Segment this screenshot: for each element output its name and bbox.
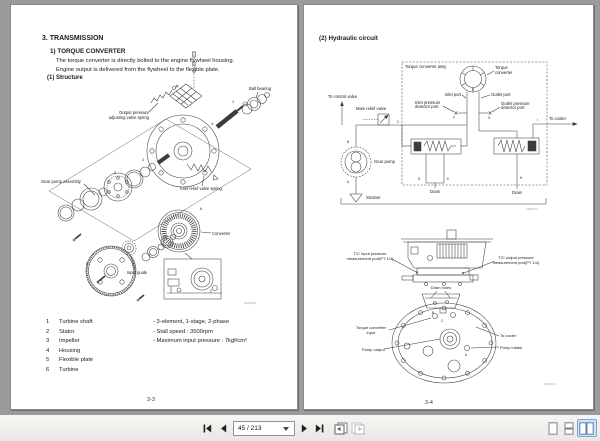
inlet-relief-label: Inlet relief valve spring — [180, 186, 222, 191]
part-num: 6 — [46, 367, 50, 373]
torque-converter-exploded-diagram — [11, 43, 301, 309]
two-page-view-icon — [579, 422, 594, 435]
letter-h: H — [520, 176, 523, 180]
gear-pump-label: Gear pump — [374, 159, 395, 164]
circuit — [328, 62, 577, 211]
outlet-port-label: Outlet port — [491, 92, 511, 97]
input-guide-label: Input guide — [126, 270, 148, 275]
svg-text:6: 6 — [200, 207, 203, 211]
page-indicator-combobox[interactable] — [233, 421, 295, 436]
letter-g: G — [488, 116, 491, 120]
single-page-view-icon — [548, 422, 558, 435]
letter-i: I — [537, 118, 538, 122]
svg-text:1: 1 — [232, 100, 235, 104]
letter-e: E — [447, 177, 450, 181]
torque-converter-label: Torque — [495, 65, 508, 70]
last-page-button[interactable] — [314, 421, 328, 436]
structure-heading: (1) Structure — [47, 75, 83, 81]
to-control-valve-label: To control valve — [328, 94, 358, 99]
part-name: Turbine — [59, 367, 79, 373]
figure-code: L9Q2TC4 — [544, 382, 557, 386]
spec-line: - Stall speed : 3500rpm — [153, 329, 213, 335]
part-name: Housing — [59, 348, 81, 354]
previous-page-button[interactable] — [218, 421, 232, 436]
next-view-button[interactable] — [351, 421, 367, 436]
page-right — [303, 4, 594, 410]
part-num: 5 — [46, 357, 50, 363]
strainer-label: Strainer — [366, 195, 381, 200]
part-num: 2 — [46, 329, 50, 335]
svg-text:4: 4 — [211, 122, 214, 126]
tc-input-port-label: measurement port(PT 1/4) — [346, 256, 394, 261]
pump-output-label: Pump output — [362, 347, 385, 352]
outlet-regulator-valve — [494, 123, 577, 190]
drain-holes-label: Drain holes — [430, 285, 452, 290]
body-line: The torque converter is directly bolted to the engine flywheel housing. — [56, 58, 235, 64]
bottom-toolbar — [0, 414, 600, 441]
tc-input-port-label: T/C input pressure — [353, 251, 387, 256]
next-page-button[interactable] — [299, 421, 313, 436]
letter-c: C — [397, 120, 400, 124]
letter-a: A — [346, 180, 349, 184]
chevron-down-icon[interactable] — [283, 427, 289, 431]
part-name: Stator — [59, 329, 75, 335]
svg-text:3: 3 — [114, 171, 117, 175]
page-number-input[interactable] — [234, 423, 282, 435]
figure-code: L9Q2TC1 — [526, 207, 539, 211]
two-page-view-button[interactable] — [579, 421, 595, 436]
gear-pump-assembly-label: Gear pump assembly — [41, 179, 81, 184]
continuous-view-button[interactable] — [564, 421, 577, 436]
tc-assy-label: Torque converter assy — [405, 64, 447, 69]
to-cooler-label: To cooler — [500, 333, 517, 338]
tc-output-port-label: T/C output pressure — [498, 255, 534, 260]
previous-page-icon — [218, 423, 229, 434]
page-number: 3-3 — [147, 397, 155, 403]
torque-converter-label: converter — [495, 70, 513, 75]
body-line: Engine output is delivered from the flywheel to the flexible plate. — [56, 66, 220, 73]
ball-bearing-parts — [242, 92, 270, 114]
converter-label: Converter — [212, 231, 231, 236]
gear-pump-symbol — [341, 125, 371, 194]
outlet-detector-label: detector port — [501, 105, 525, 110]
part-name: Flexible plate — [59, 357, 94, 363]
spec-line: - 3-element, 1-stage, 2-phase — [153, 319, 230, 325]
pump-intake-label: Pump intake — [500, 345, 523, 350]
outlet-detector-label: Outlet pressure — [501, 101, 530, 106]
letter-b: B — [432, 311, 435, 315]
page-left — [10, 4, 298, 410]
input-guide-part — [122, 241, 136, 270]
inlet-port-label: Inlet port — [444, 92, 461, 97]
transmission-side-view — [347, 230, 541, 308]
part-name: Impeller — [59, 338, 80, 344]
first-page-icon — [202, 423, 213, 434]
last-page-icon — [314, 423, 325, 434]
figure-code: L9Q2TC3 — [244, 301, 257, 305]
spacer-rings — [142, 235, 176, 262]
previous-view-button[interactable] — [334, 421, 350, 436]
previous-view-icon — [334, 422, 348, 435]
part-num: 1 — [46, 319, 50, 325]
drain-label: Drain — [511, 190, 523, 195]
spec-line: - Maximum input pressure : 7kgf/cm² — [153, 338, 248, 344]
letter-a: A — [465, 353, 468, 357]
letter-s: S — [471, 87, 474, 92]
gear-pump-assembly-parts — [58, 155, 169, 221]
main-relief-valve-label: Main relief valve — [356, 106, 387, 111]
turbine-shaft-part — [217, 102, 247, 127]
bolts — [73, 121, 226, 301]
letter-d: D — [418, 177, 421, 181]
bell-housing — [147, 115, 219, 187]
output-pressure-label: adjusting valve spring — [108, 115, 149, 120]
housing-face-view — [356, 303, 557, 386]
page-number: 3-4 — [425, 400, 433, 406]
next-view-icon — [351, 422, 365, 435]
tc-output-port-label: measurement port(PT 1/4) — [492, 260, 540, 265]
part-name: Turbine shaft — [59, 319, 93, 325]
first-page-button[interactable] — [202, 421, 216, 436]
section-title: 3. TRANSMISSION — [42, 35, 104, 42]
bolt-parts — [193, 51, 196, 89]
letter-b: B — [346, 140, 349, 144]
drain-label: Drain — [429, 189, 441, 194]
next-page-icon — [299, 423, 310, 434]
gear-pump-inset — [164, 253, 222, 299]
main-relief-valve-symbol — [362, 114, 389, 125]
svg-text:5: 5 — [86, 262, 89, 266]
continuous-view-icon — [564, 422, 574, 435]
single-page-view-button[interactable] — [548, 421, 561, 436]
section-title: (2) Hydraulic circuit — [319, 35, 378, 42]
part-num: 4 — [46, 348, 50, 354]
tc-input-label: input — [366, 330, 376, 335]
valve-plate — [170, 84, 202, 108]
hydraulic-circuit-diagram — [304, 46, 595, 411]
subsection-title: 1) TORQUE CONVERTER — [50, 48, 126, 55]
part-num: 3 — [46, 338, 50, 344]
letter-f: F — [453, 116, 455, 120]
to-cooler-label: To cooler — [549, 116, 566, 121]
inlet-detector-label: detector port — [415, 104, 439, 109]
inlet-detector-label: Inlet pressure — [415, 100, 441, 105]
output-pressure-label: Output pressure — [118, 110, 149, 115]
svg-text:2: 2 — [142, 158, 145, 162]
letter-c: C — [441, 319, 444, 323]
inlet-relief-spring — [187, 164, 218, 186]
ball-bearing-label: Ball bearing — [249, 86, 272, 91]
tc-input-label: Torque converter — [355, 325, 387, 330]
